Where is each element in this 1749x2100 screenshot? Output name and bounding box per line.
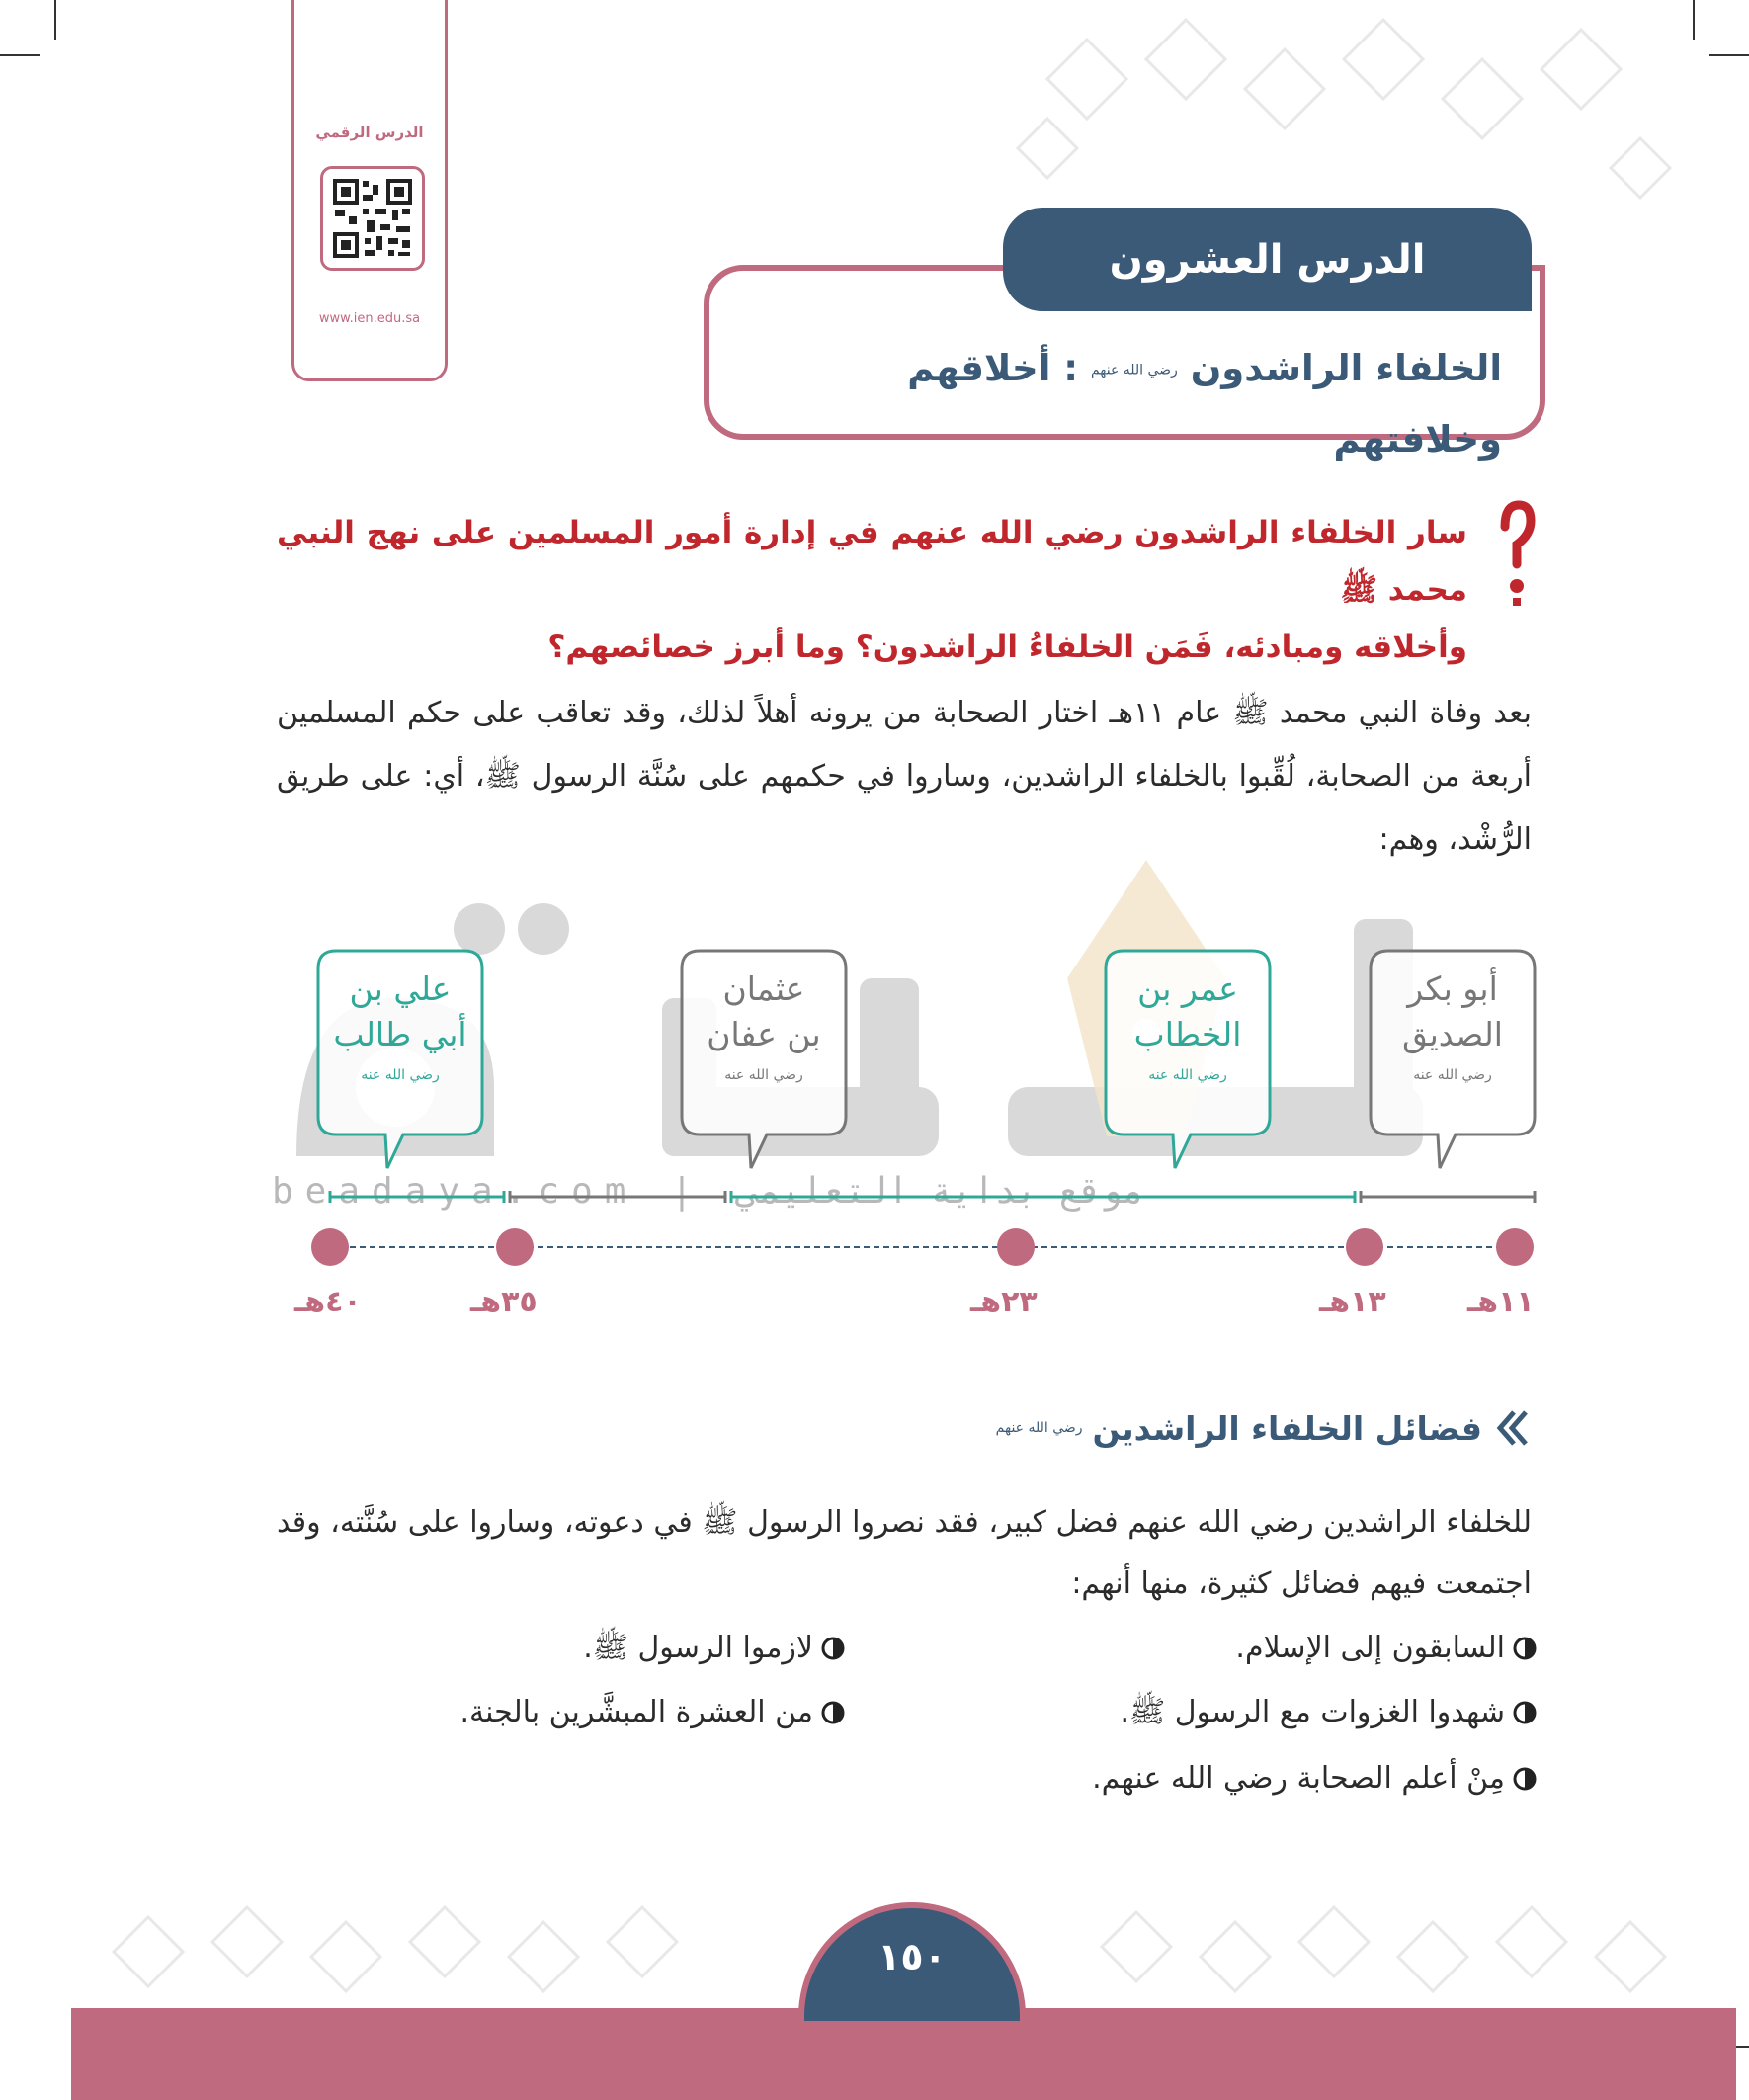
timeline-point-13 — [1346, 1228, 1383, 1266]
caliph-3-line1: عثمان — [722, 969, 805, 1008]
caliph-1-line2: الصديق — [1402, 1015, 1503, 1053]
year-label-23: ٢٣هـ — [970, 1285, 1038, 1319]
lesson-subtitle-honorific: رضي الله عنهم — [1090, 362, 1178, 378]
lesson-number-text: الدرس العشرون — [1109, 236, 1426, 283]
bullet-icon — [821, 1637, 845, 1660]
caliph-4-line1: علي بن — [349, 969, 452, 1008]
year-label-35: ٣٥هـ — [470, 1285, 538, 1319]
lesson-question — [277, 504, 1467, 676]
qr-code[interactable] — [320, 166, 425, 271]
list-item — [459, 1688, 845, 1737]
timeline-point-23 — [997, 1228, 1035, 1266]
virtue-item-1: السابقون إلى الإسلام. — [1235, 1631, 1505, 1665]
caliph-1-honorific: رضي الله عنه — [1413, 1067, 1492, 1083]
caliph-3-honorific: رضي الله عنه — [724, 1067, 803, 1083]
caliph-bubble-umar — [1104, 949, 1272, 1176]
virtue-item-4: من العشرة المبشَّرين بالجنة. — [459, 1695, 813, 1729]
caliph-bubble-abu-bakr — [1369, 949, 1537, 1176]
question-line-2: وأخلاقه ومبادئه، فَمَن الخلفاءُ الراشدون؟ وما أبرز خصائصهم؟ — [547, 630, 1467, 665]
caliph-1-line1: أبو بكر — [1407, 969, 1498, 1008]
caliph-4-honorific: رضي الله عنه — [361, 1067, 440, 1083]
list-item — [1235, 1624, 1537, 1673]
timeline-point-11 — [1496, 1228, 1534, 1266]
bullet-icon — [1513, 1637, 1537, 1660]
year-label-11: ١١هـ — [1467, 1285, 1535, 1319]
digital-lesson-url[interactable]: www.ien.edu.sa — [318, 311, 421, 326]
digital-lesson-label: الدرس الرقمي — [315, 124, 424, 141]
page-number: ١٥٠ — [877, 1935, 947, 1978]
bullet-icon — [1513, 1767, 1537, 1791]
lesson-subtitle — [731, 334, 1502, 461]
virtues-heading-text: فضائل الخلفاء الراشدين — [1092, 1408, 1482, 1448]
caliph-bubble-ali — [316, 949, 484, 1176]
year-label-13: ١٣هـ — [1319, 1285, 1386, 1319]
digital-lesson-card[interactable] — [292, 0, 448, 381]
caliph-bubble-uthman — [680, 949, 848, 1176]
caliph-2-honorific: رضي الله عنه — [1148, 1067, 1227, 1083]
list-item — [583, 1624, 845, 1673]
list-item — [1092, 1754, 1537, 1804]
footer-bar — [71, 2008, 1736, 2100]
list-item — [1120, 1688, 1537, 1737]
timeline-point-35 — [496, 1228, 534, 1266]
caliph-3-line2: بن عفان — [707, 1015, 821, 1053]
timeline-point-40 — [311, 1228, 349, 1266]
lesson-subtitle-part1: الخلفاء الراشدون — [1190, 347, 1502, 389]
bullet-icon — [1513, 1701, 1537, 1724]
watermark-url: beadaya.com | موقع بداية التعليمي — [272, 1171, 1145, 1212]
year-label-40: ٤٠هـ — [294, 1285, 362, 1319]
lesson-number-title — [1003, 208, 1532, 311]
virtues-paragraph: للخلفاء الراشدين رضي الله عنهم فضل كبير، فقد نصروا الرسول ﷺ في دعوته، وساروا على سُنَّته، وقد اجتمعت فيهم فضائل كثيرة، منها أنهم: — [277, 1505, 1532, 1601]
timeline-axis — [287, 1176, 1551, 1275]
intro-paragraph: بعد وفاة النبي محمد ﷺ عام ١١هـ اختار الصحابة من يرونه أهلاً لذلك، وقد تعاقب على حكم المسلمين أربعة من الصحابة، لُقِّبوا بالخلفاء الراشدين، وساروا في حكمهم على سُنَّة الرسول ﷺ، أي: على طريق الرُّشْد، وهم: — [277, 696, 1532, 857]
double-chevron-icon — [1492, 1408, 1532, 1448]
virtues-heading-honorific: رضي الله عنهم — [995, 1420, 1083, 1436]
virtue-item-5: مِنْ أعلم الصحابة رضي الله عنهم. — [1092, 1761, 1505, 1796]
caliph-2-line2: الخطاب — [1133, 1015, 1242, 1053]
virtues-heading — [692, 1408, 1532, 1448]
caliph-2-line1: عمر بن — [1137, 969, 1238, 1008]
caliph-4-line2: أبي طالب — [333, 1015, 467, 1053]
qr-code-icon — [323, 169, 422, 268]
bullet-icon — [821, 1701, 845, 1724]
question-mark-icon — [1497, 499, 1537, 608]
question-line-1: سار الخلفاء الراشدون رضي الله عنهم في إدارة أمور المسلمين على نهج النبي محمد ﷺ — [277, 515, 1467, 608]
lesson-subtitle-part2: : أخلاقهم وخلافتهم — [907, 347, 1502, 461]
virtue-item-3: شهدوا الغزوات مع الرسول ﷺ. — [1120, 1695, 1505, 1729]
virtue-item-2: لازموا الرسول ﷺ. — [583, 1631, 813, 1665]
